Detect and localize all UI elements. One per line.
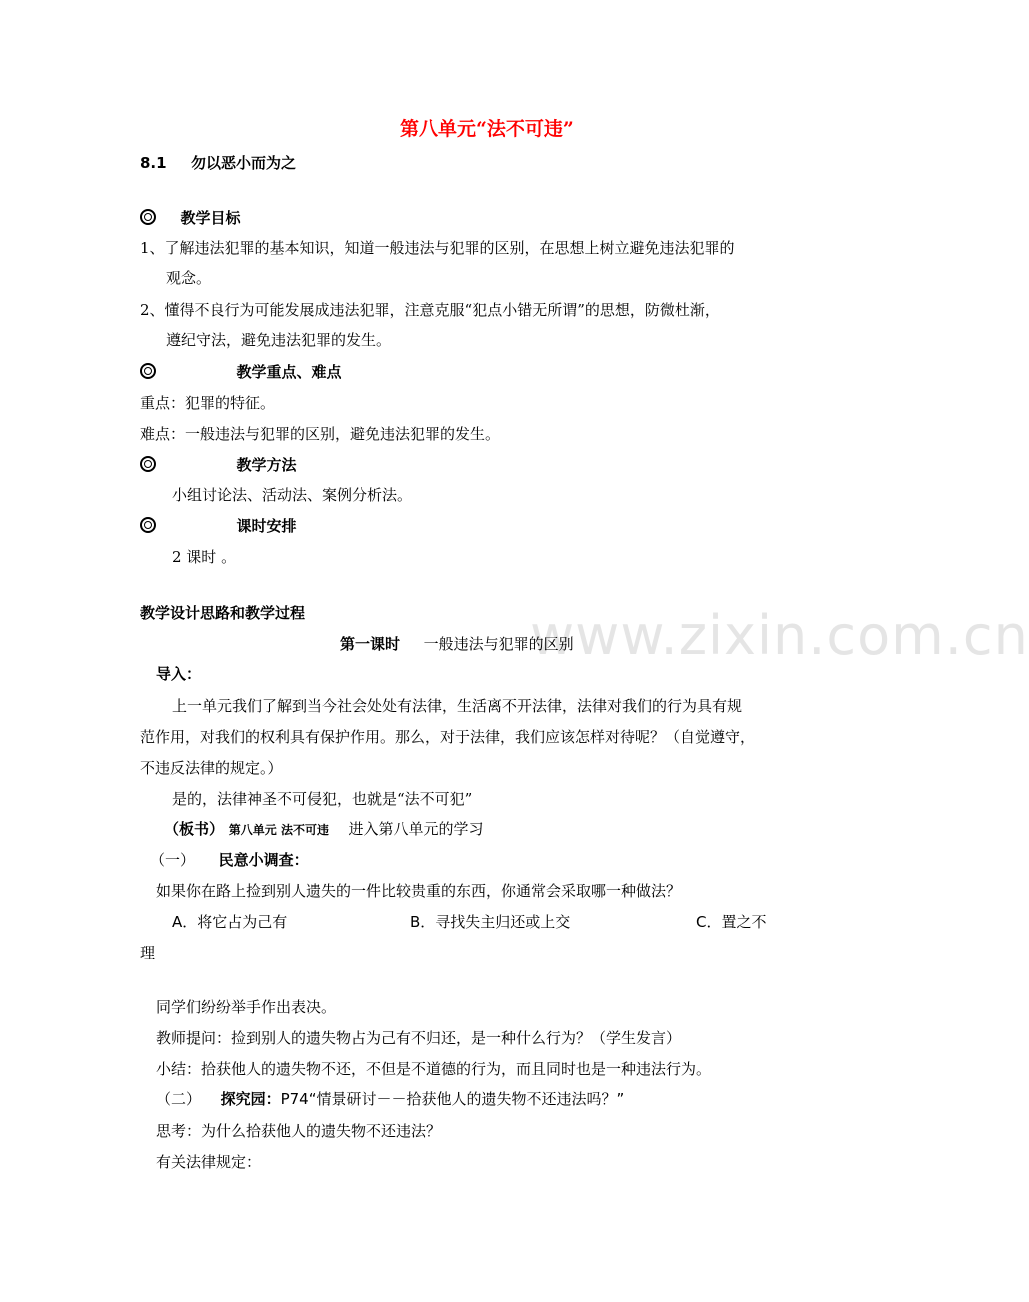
option-a: A．将它占为己有 xyxy=(172,913,288,931)
intro-paragraph-2: 是的，法律神圣不可侵犯，也就是“法不可犯” xyxy=(172,790,473,808)
bullseye-icon xyxy=(140,209,156,225)
lesson-1-heading xyxy=(340,634,574,654)
intro-paragraph-line-1: 上一单元我们了解到当今社会处处有法律，生活离不开法律，法律对我们的行为具有规 xyxy=(172,697,743,715)
schedule-heading xyxy=(140,516,296,536)
intro-paragraph-line-2: 范作用，对我们的权利具有保护作用。那么，对于法律，我们应该怎样对待呢？（自觉遵守， xyxy=(140,728,756,746)
lesson-1-topic: 一般违法与犯罪的区别 xyxy=(423,635,574,653)
schedule-heading-text: 课时安排 xyxy=(236,517,297,535)
bullseye-icon xyxy=(140,363,156,379)
explore-number: （二） xyxy=(156,1090,202,1108)
schedule-text: 2 课时 。 xyxy=(172,548,237,566)
goal-item-2-line-1: 2、懂得不良行为可能发展成违法犯罪，注意克服“犯点小错无所谓”的思想，防微杜渐， xyxy=(140,301,720,319)
goal-item-1-line-1: 1、了解违法犯罪的基本知识，知道一般违法与犯罪的区别，在思想上树立避免违法犯罪的 xyxy=(140,239,735,257)
survey-number: （一） xyxy=(150,851,196,869)
option-c-continued: 理 xyxy=(140,944,156,962)
goals-heading xyxy=(140,208,240,228)
page-title: 第八单元“法不可违” xyxy=(400,118,574,140)
goals-heading-text: 教学目标 xyxy=(180,209,241,227)
key-points-heading xyxy=(140,362,341,382)
option-b: B．寻找失主归还或上交 xyxy=(410,913,571,931)
design-heading: 教学设计思路和教学过程 xyxy=(140,604,306,622)
section-name: 勿以恶小而为之 xyxy=(191,154,297,172)
intro-label: 导入： xyxy=(156,665,202,683)
survey-title: 民意小调查： xyxy=(218,851,309,869)
bullseye-icon xyxy=(140,456,156,472)
section-number: 8.1 xyxy=(140,154,167,172)
survey-question: 如果你在路上捡到别人遗失的一件比较贵重的东西，你通常会采取哪一种做法？ xyxy=(156,882,682,900)
summary-text: 小结：拾获他人的遗失物不还，不但是不道德的行为，而且同时也是一种违法行为。 xyxy=(156,1060,712,1078)
methods-heading xyxy=(140,455,296,475)
difficulty-text: 难点：一般违法与犯罪的区别，避免违法犯罪的发生。 xyxy=(140,425,501,443)
goal-item-1-line-2: 观念。 xyxy=(166,269,212,287)
option-c: C．置之不 xyxy=(696,913,767,931)
goal-item-2-line-2: 遵纪守法，避免违法犯罪的发生。 xyxy=(166,331,392,349)
methods-text: 小组讨论法、活动法、案例分析法。 xyxy=(172,486,413,504)
bullseye-icon xyxy=(140,517,156,533)
law-text: 有关法律规定： xyxy=(156,1153,262,1171)
explore-text: P74“情景研讨－－拾获他人的遗失物不还违法吗？” xyxy=(280,1090,625,1108)
board-after: 进入第八单元的学习 xyxy=(348,820,484,838)
think-text: 思考：为什么拾获他人的遗失物不还违法？ xyxy=(156,1122,442,1140)
intro-paragraph-line-3: 不违反法律的规定。） xyxy=(140,759,283,777)
watermark: www.zixin.com.cn xyxy=(530,604,1029,667)
focus-text: 重点：犯罪的特征。 xyxy=(140,394,276,412)
board-writing xyxy=(164,819,484,840)
survey-heading xyxy=(150,850,309,870)
explore-heading xyxy=(156,1089,624,1109)
vote-text: 同学们纷纷举手作出表决。 xyxy=(156,998,337,1016)
section-heading xyxy=(140,153,296,173)
methods-heading-text: 教学方法 xyxy=(236,456,297,474)
board-label: （板书） xyxy=(164,820,225,838)
teacher-question: 教师提问：捡到别人的遗失物占为己有不归还，是一种什么行为？（学生发言） xyxy=(156,1029,682,1047)
explore-title: 探究园： xyxy=(220,1090,281,1108)
lesson-1-label: 第一课时 xyxy=(340,635,401,653)
board-text: 第八单元 法不可违 xyxy=(228,823,329,837)
key-points-heading-text: 教学重点、难点 xyxy=(236,363,342,381)
